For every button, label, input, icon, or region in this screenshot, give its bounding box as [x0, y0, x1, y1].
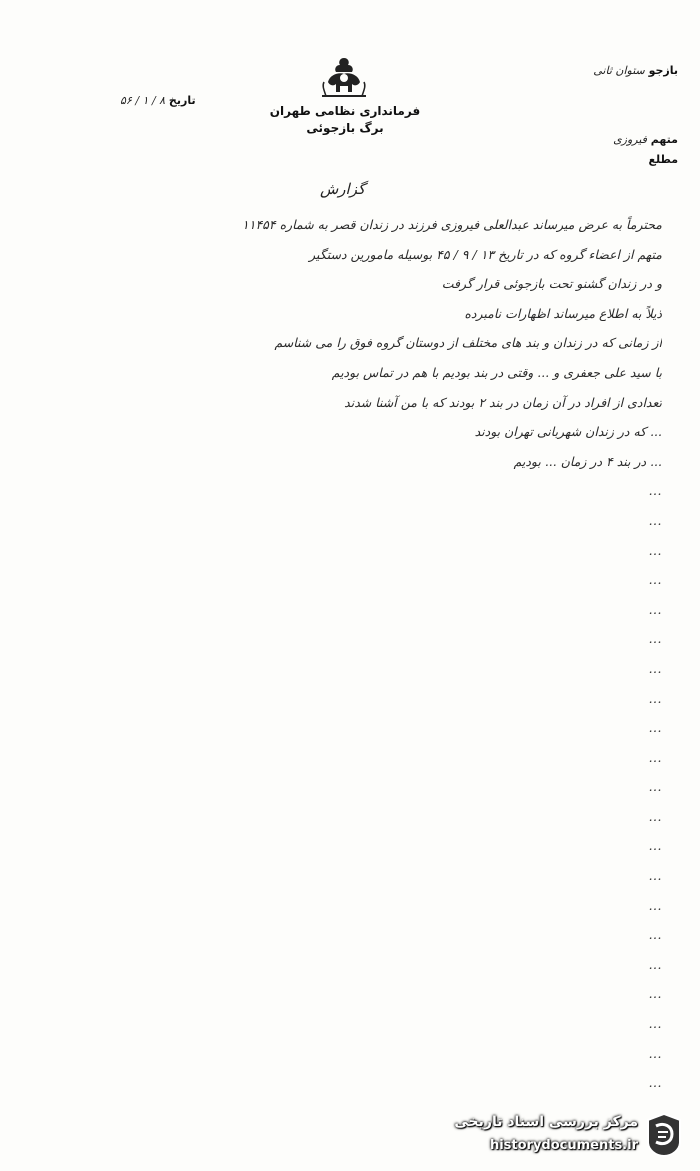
- report-line: ...: [648, 986, 662, 1002]
- report-line: ...: [648, 808, 662, 824]
- informant-field: [648, 153, 678, 166]
- form-subtitle: برگ بازجوئی: [306, 121, 384, 135]
- header-divider: [40, 170, 680, 171]
- interrogator-field: [593, 64, 678, 77]
- report-line: ...: [648, 690, 662, 706]
- report-line: ...: [648, 1075, 662, 1091]
- report-line: ...: [648, 927, 662, 943]
- watermark-name: مرکز بررسی اسناد تاریخی: [454, 1114, 638, 1130]
- report-line: با سید علی جعفری و ... وقتی در بند بودیم با هم در تماس بودیم: [331, 364, 662, 380]
- report-line: ...: [648, 542, 662, 558]
- accused-field: [613, 133, 678, 146]
- report-line: ...: [648, 838, 662, 854]
- report-line: ...: [648, 631, 662, 647]
- report-line: ...: [648, 720, 662, 736]
- report-line: ... در بند ۴ در زمان ... بودیم: [513, 453, 662, 469]
- watermark-url: historydocuments.ir: [489, 1138, 638, 1153]
- report-line: ... که در زندان شهربانی تهران بودند: [474, 424, 662, 440]
- report-line: ...: [648, 512, 662, 528]
- report-line: ...: [648, 1016, 662, 1032]
- report-line: ...: [648, 483, 662, 499]
- interrogator-label: بازجو: [648, 64, 678, 77]
- report-line: ...: [648, 868, 662, 884]
- date-label: تاریخ: [168, 94, 196, 107]
- report-line: محترماً به عرض میرساند عبدالعلی فیروزی فرزند در زندان قصر به شماره ۱۱۴۵۴: [242, 217, 662, 232]
- archive-logo-icon: [644, 1112, 684, 1158]
- report-title: گزارش: [320, 180, 366, 198]
- informant-label: مطلع: [648, 153, 678, 166]
- crest-emblem: [318, 56, 370, 100]
- accused-label: متهم: [650, 133, 678, 146]
- accused-value: فیروزی: [613, 133, 647, 146]
- organization-title: فرمانداری نظامی طهران: [269, 104, 421, 118]
- report-line: تعدادی از افراد در آن زمان در بند ۲ بودند که با من آشنا شدند: [344, 394, 662, 410]
- report-line: ...: [648, 956, 662, 972]
- date-value: ۸ / ۱ / ۵۶: [120, 94, 166, 107]
- report-line: ...: [648, 660, 662, 676]
- report-line: ...: [648, 749, 662, 765]
- watermark: [410, 1108, 690, 1166]
- report-line: و در زندان گشنو تحت بازجوئی قرار گرفت: [441, 276, 662, 292]
- handwritten-report-body: [110, 210, 662, 1100]
- report-line: ...: [648, 897, 662, 913]
- interrogator-value: ستوان ثانی: [593, 64, 645, 77]
- report-line: ...: [648, 572, 662, 588]
- report-line: متهم از اعضاء گروه که در تاریخ ۱۳ / ۹ / ۴۵ بوسیله مامورین دستگیر: [309, 246, 662, 262]
- report-line: ...: [648, 779, 662, 795]
- report-line: ...: [648, 601, 662, 617]
- report-line: ...: [648, 1045, 662, 1061]
- report-line: ذیلاً به اطلاع میرساند اظهارات نامبرده: [464, 305, 662, 321]
- report-line: از زمانی که در زندان و بند های مختلف از دوستان گروه فوق را می شناسم: [274, 335, 662, 351]
- date-field: [120, 94, 196, 107]
